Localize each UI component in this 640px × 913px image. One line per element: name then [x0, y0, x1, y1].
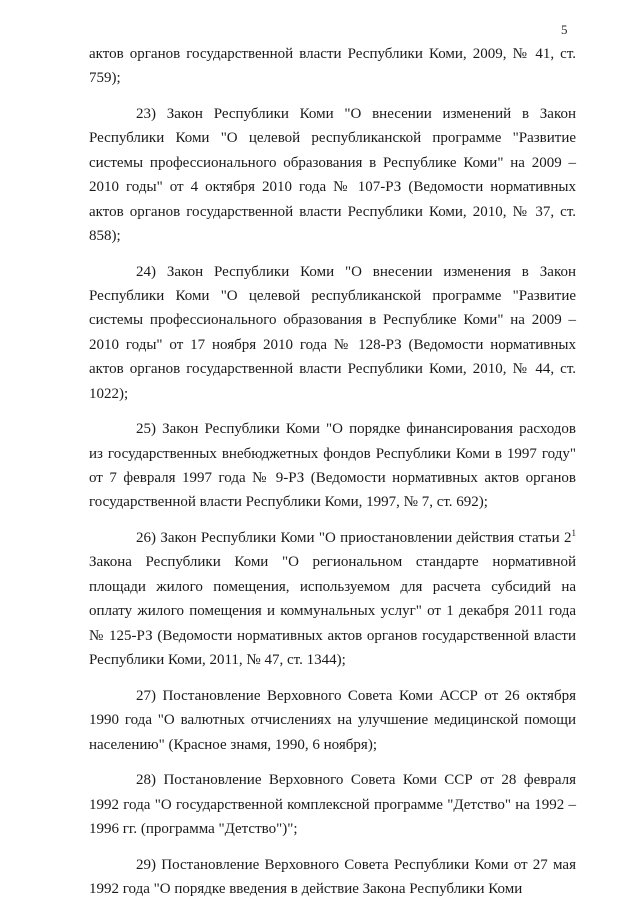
page-number: 5 [561, 22, 568, 37]
list-item-26 [89, 526, 576, 672]
list-item-28: 28) Постановление Верховного Совета Коми ССР от 28 февраля 1992 года "О государственной комплексной программе "Детство" на 1992 – 1996 гг. (программа "Детство")"; [89, 772, 576, 837]
list-item-25: 25) Закон Республики Коми "О порядке финансирования расходов из государственных внебюджетных фондов Республики Коми в 1997 году" от 7 февраля 1997 года № 9-РЗ (Ведомости нормативных актов органов государственной власти Республики Коми, 1997, № 7, ст. 692); [89, 421, 576, 511]
list-item-23: 23) Закон Республики Коми "О внесении изменений в Закон Республики Коми "О целевой республиканской программе "Развитие системы профессионального образования в Республике Коми" на 2009 – 2010 годы" от 4 октября 2010 года № 107-РЗ (Ведомости нормативных актов органов государственной власти Республики Коми, 2010, № 37, ст. 858); [89, 106, 576, 245]
list-item-29: 29) Постановление Верховного Совета Республики Коми от 27 мая 1992 года "О порядке введения в действие Закона Республики Коми [89, 856, 576, 897]
list-item-26-text-start: 26) Закон Республики Коми "О приостановлении действия статьи 2 [136, 530, 572, 547]
list-item-27: 27) Постановление Верховного Совета Коми АССР от 26 октября 1990 года "О валютных отчислениях на улучшение медицинской помощи населению" (Красное знамя, 1990, 6 ноября); [89, 687, 576, 753]
document-body [89, 42, 576, 913]
paragraph-continuation: актов органов государственной власти Республики Коми, 2009, № 41, ст. 759); [89, 46, 576, 87]
article-superscript: 1 [571, 528, 576, 539]
list-item-24: 24) Закон Республики Коми "О внесении изменения в Закон Республики Коми "О целевой республиканской программе "Развитие системы профессионального образования в Республике Коми" на 2009 – 2010 годы" от 17 ноября 2010 года № 128-РЗ (Ведомости нормативных актов органов государственной власти Республики Коми, 2010, № 44, ст. 1022); [89, 263, 576, 402]
list-item-26-text-end: Закона Республики Коми "О региональном стандарте нормативной площади жилого помещения, используемом для расчета субсидий на оплату жилого помещения и коммунальных услуг" от 1 декабря 2011 года № 125-РЗ (Ведомости нормативных актов органов государственной власти Республики Коми, 2011, № 47, ст. 1344); [89, 554, 576, 669]
